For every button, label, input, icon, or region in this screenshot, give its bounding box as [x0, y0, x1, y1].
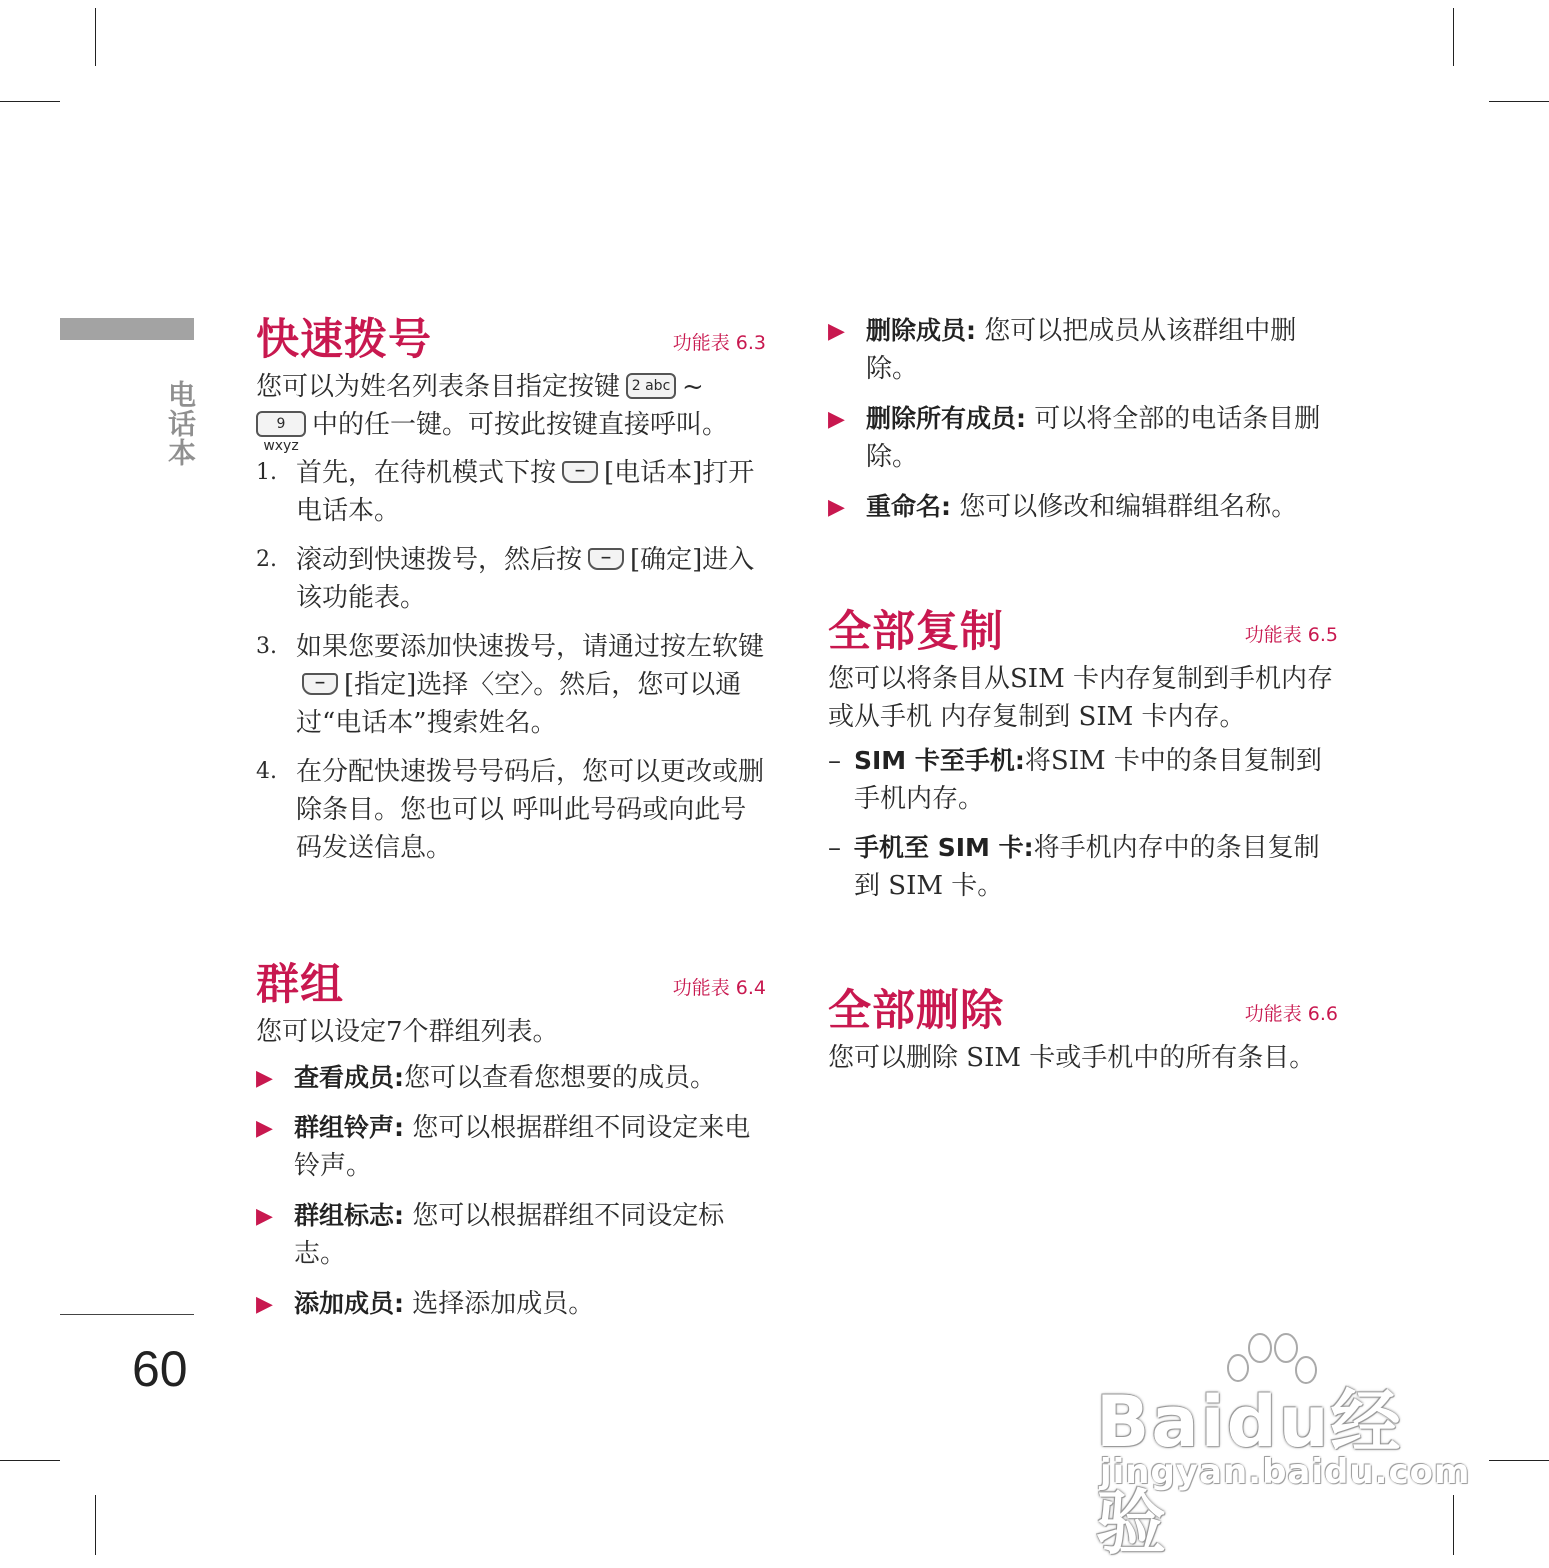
page-number-rule: [60, 1314, 194, 1315]
list-item: ▶ 删除所有成员: 可以将全部的电话条目删除。: [828, 400, 1338, 476]
bullet-triangle-icon: ▶: [828, 319, 845, 344]
chapter-bar: [60, 318, 194, 340]
menu-reference: 功能表 6.4: [672, 977, 766, 999]
list-item: ▶ 添加成员: 选择添加成员。: [256, 1285, 766, 1323]
speed-dial-steps: [256, 454, 766, 867]
delete-all-header: [828, 977, 1338, 1039]
soft-key-icon: −: [588, 548, 624, 570]
groups-options: [256, 1059, 766, 1323]
list-item: ▶ 查看成员:您可以查看您想要的成员。: [256, 1059, 766, 1097]
key-2-icon: 2 abc: [626, 373, 676, 399]
list-item: 2. 滚动到快速拨号，然后按 − [确定]进入该功能表。: [256, 545, 755, 613]
crop-mark: [95, 1495, 96, 1555]
right-column: [828, 312, 1338, 1077]
chapter-tab-label: 电话本: [164, 380, 197, 467]
list-item: ▶ 群组铃声: 您可以根据群组不同设定来电铃声。: [256, 1109, 766, 1185]
left-column: [256, 306, 766, 1335]
soft-key-icon: −: [562, 461, 598, 483]
crop-mark: [1489, 101, 1549, 102]
crop-mark: [1453, 8, 1454, 66]
bullet-triangle-icon: ▶: [828, 495, 845, 520]
list-item: ▶ 重命名: 您可以修改和编辑群组名称。: [828, 488, 1338, 526]
delete-all-intro: 您可以删除 SIM 卡或手机中的所有条目。: [828, 1043, 1316, 1073]
copy-all-header: [828, 598, 1338, 660]
soft-key-icon: −: [302, 673, 338, 695]
section-title: 群组: [256, 960, 344, 1010]
menu-reference: 功能表 6.3: [672, 332, 766, 354]
speed-dial-intro: 您可以为姓名列表条目指定按键 2 abc ~ 9 wxyz中的任一键。可按此按键直接呼叫。: [256, 372, 729, 454]
watermark-main-text: Baidu经验: [1096, 1381, 1403, 1564]
section-title: 全部删除: [828, 986, 1004, 1036]
section-title: 快速拨号: [256, 315, 432, 365]
watermark-url: jingyan.baidu.com: [1100, 1452, 1471, 1492]
list-item: ▶ 群组标志: 您可以根据群组不同设定标志。: [256, 1197, 766, 1273]
bullet-triangle-icon: ▶: [256, 1204, 273, 1229]
list-item: 3. 如果您要添加快速拨号，请通过按左软键− [指定]选择〈空〉。然后，您可以通过“电话本”搜索姓名。: [256, 632, 765, 738]
copy-all-options: [828, 742, 1338, 905]
bullet-triangle-icon: ▶: [256, 1066, 273, 1091]
list-item: ▶ 删除成员: 您可以把成员从该群组中删除。: [828, 312, 1338, 388]
bullet-triangle-icon: ▶: [256, 1292, 273, 1317]
list-item: 1. 首先，在待机模式下按 − [电话本]打开电话本。: [256, 458, 755, 526]
baidu-watermark: [1096, 1330, 1471, 1564]
bullet-triangle-icon: ▶: [828, 407, 845, 432]
crop-mark: [95, 8, 96, 66]
crop-mark: [0, 1460, 60, 1461]
crop-mark: [0, 101, 60, 102]
list-item: – SIM 卡至手机:将SIM 卡中的条目复制到手机内存。: [828, 746, 1322, 814]
key-9-icon: 9 wxyz: [256, 411, 306, 437]
speed-dial-header: [256, 306, 766, 368]
menu-reference: 功能表 6.6: [1244, 1003, 1338, 1025]
bullet-triangle-icon: ▶: [256, 1116, 273, 1141]
section-title: 全部复制: [828, 607, 1004, 657]
groups-header: [256, 951, 766, 1013]
copy-all-intro: 您可以将条目从SIM 卡内存复制到手机内存或从手机 内存复制到 SIM 卡内存。: [828, 664, 1333, 732]
list-item: – 手机至 SIM 卡:将手机内存中的条目复制到 SIM 卡。: [828, 833, 1320, 901]
groups-options-continued: [828, 312, 1338, 526]
crop-mark: [1489, 1460, 1549, 1461]
menu-reference: 功能表 6.5: [1244, 624, 1338, 646]
page-number: 60: [132, 1341, 188, 1397]
list-item: 4. 在分配快速拨号号码后，您可以更改或删除条目。您也可以 呼叫此号码或向此号码发送信息。: [256, 757, 765, 863]
groups-intro: 您可以设定7个群组列表。: [256, 1017, 559, 1047]
